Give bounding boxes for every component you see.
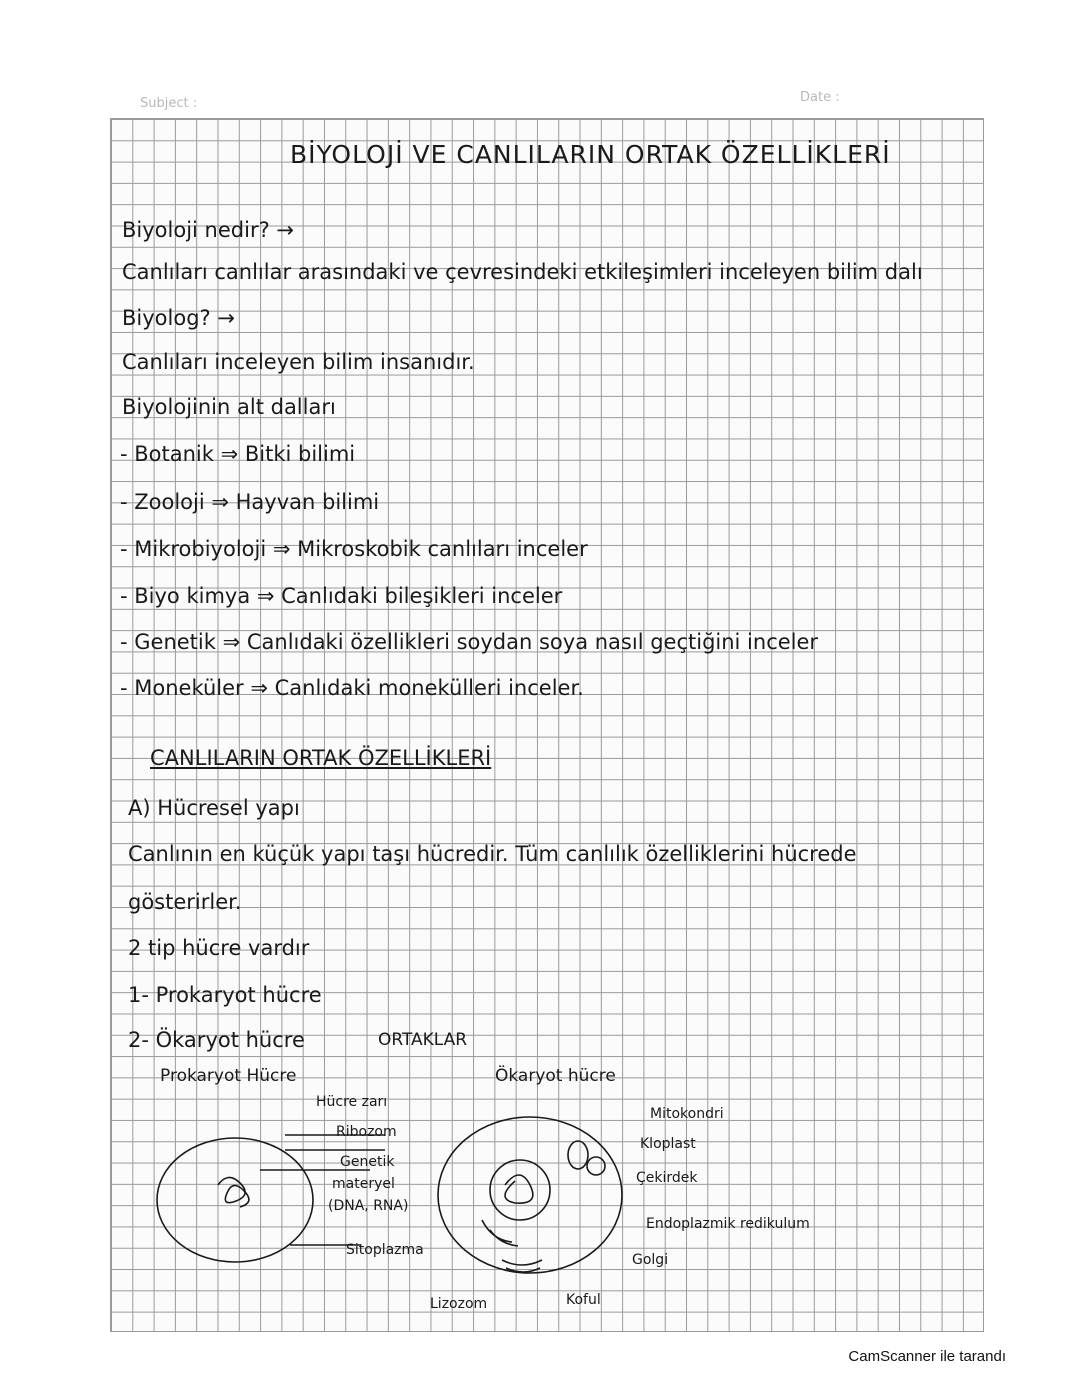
note-line: 1- Prokaryot hücre	[128, 983, 322, 1007]
note-line: Canlıları inceleyen bilim insanıdır.	[122, 350, 475, 374]
shared-label: (DNA, RNA)	[328, 1198, 409, 1214]
eukaryote-label: Çekirdek	[636, 1170, 698, 1186]
note-line: A) Hücresel yapı	[128, 796, 300, 820]
note-line: 2- Ökaryot hücre	[128, 1028, 305, 1052]
note-line: - Botanik ⇒ Bitki bilimi	[120, 442, 356, 466]
shared-label: Sitoplazma	[346, 1242, 424, 1258]
note-line: - Biyo kimya ⇒ Canlıdaki bileşikleri inceler	[120, 584, 563, 608]
note-line: Biyolojinin alt dalları	[122, 395, 336, 419]
er-lines	[482, 1220, 518, 1246]
common-label: ORTAKLAR	[378, 1030, 468, 1050]
eukaryote-label: Kloplast	[640, 1136, 696, 1152]
eukaryote-title: Ökaryot hücre	[495, 1066, 616, 1086]
note-line: 2 tip hücre vardır	[128, 936, 310, 960]
note-line: - Mikrobiyoloji ⇒ Mikroskobik canlıları inceler	[120, 537, 588, 561]
nucleus-scribble	[505, 1175, 533, 1203]
note-line: - Moneküler ⇒ Canlıdaki monekülleri inceler.	[120, 676, 584, 700]
prokaryote-cell	[157, 1138, 313, 1262]
prokaryote-title: Prokaryot Hücre	[160, 1066, 297, 1086]
note-line: Biyoloji nedir? →	[122, 218, 294, 242]
eukaryote-label: Mitokondri	[650, 1106, 724, 1122]
shared-label: Genetik	[340, 1154, 395, 1170]
shared-label: materyel	[332, 1176, 395, 1192]
note-line: Canlının en küçük yapı taşı hücredir. Tüm canlılık özelliklerini hücrede	[128, 842, 857, 866]
chromosome-scribble	[218, 1177, 249, 1207]
nucleus	[490, 1160, 550, 1220]
eukaryote-cell	[438, 1117, 622, 1273]
scanner-watermark: CamScanner ile tarandı	[848, 1348, 1006, 1365]
bottom-label: Lizozom	[430, 1296, 488, 1312]
bottom-label: Koful	[566, 1292, 601, 1308]
eukaryote-label: Endoplazmik redikulum	[646, 1216, 810, 1232]
note-line: Biyolog? →	[122, 306, 235, 330]
note-line: - Genetik ⇒ Canlıdaki özellikleri soydan soya nasıl geçtiğini inceler	[120, 630, 819, 654]
date-label: Date :	[800, 90, 840, 105]
subject-label: Subject :	[140, 96, 198, 111]
shared-label: Hücre zarı	[316, 1094, 388, 1110]
mitochondria	[568, 1141, 588, 1169]
shared-label: Ribozom	[336, 1124, 397, 1140]
note-line: - Zooloji ⇒ Hayvan bilimi	[120, 490, 380, 514]
page-title: BİYOLOJİ VE CANLILARIN ORTAK ÖZELLİKLERİ	[290, 140, 891, 169]
eukaryote-label: Golgi	[632, 1252, 669, 1268]
note-line: gösterirler.	[128, 890, 242, 914]
section-heading: CANLILARIN ORTAK ÖZELLİKLERİ	[150, 746, 492, 770]
note-line: Canlıları canlılar arasındaki ve çevresindeki etkileşimleri inceleyen bilim dalı	[122, 260, 923, 284]
chloroplast	[587, 1157, 605, 1175]
